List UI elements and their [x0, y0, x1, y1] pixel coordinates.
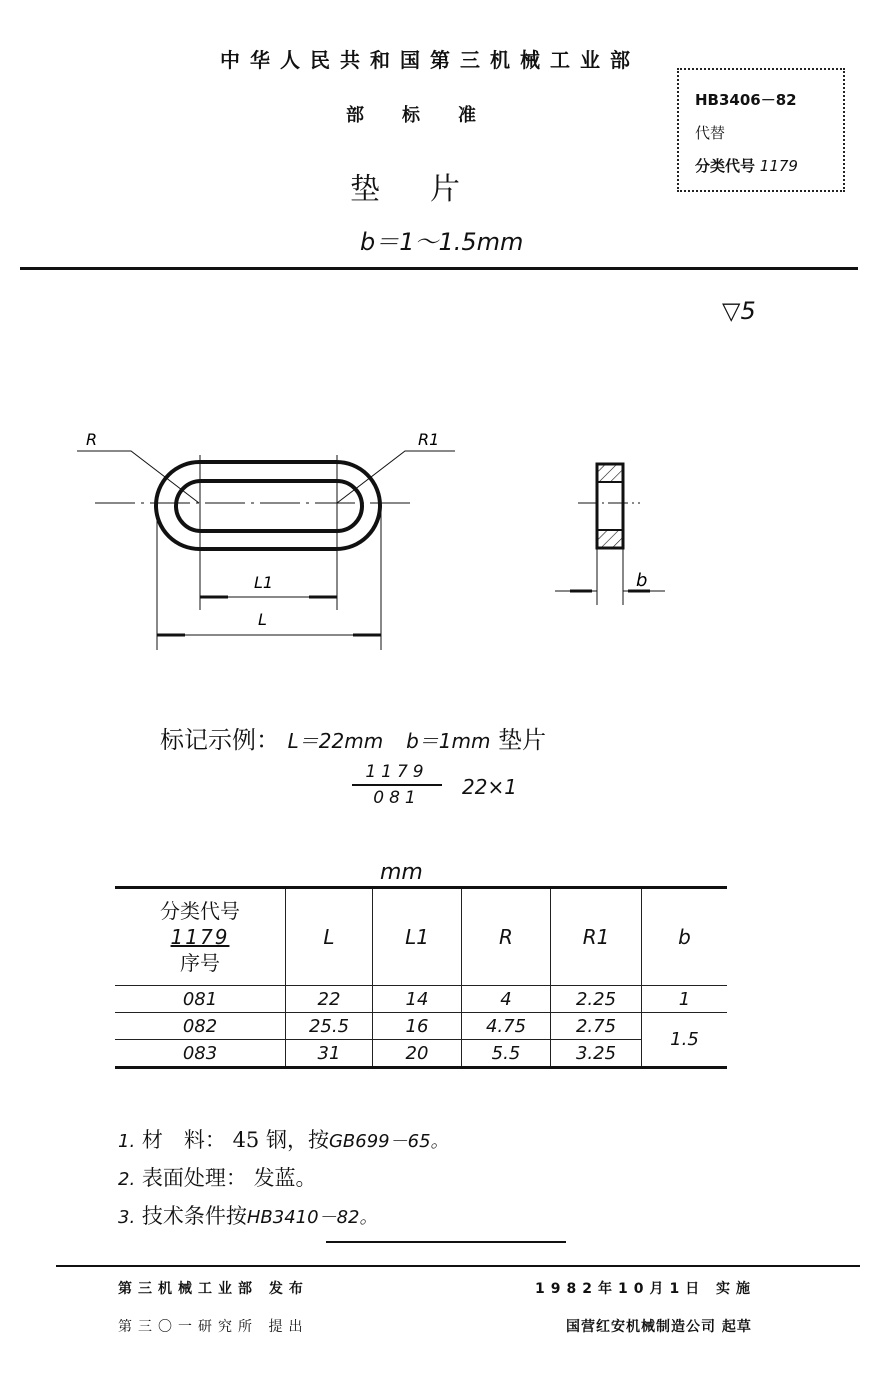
cell-L1: 20: [373, 1040, 462, 1068]
header-L1: L1: [373, 888, 462, 986]
note-text: 发蓝。: [253, 1166, 317, 1190]
note-label: 材 料：: [141, 1128, 226, 1152]
technical-notes: [118, 1122, 449, 1236]
marking-example-L: L＝22mm: [287, 729, 384, 753]
cell-R1: 3.25: [551, 1040, 642, 1068]
standard-type: 部标准: [346, 105, 514, 126]
classification-row: [695, 150, 843, 183]
header-b: b: [642, 888, 728, 986]
note-item: [118, 1160, 449, 1198]
cell-R1: 2.75: [551, 1013, 642, 1040]
standard-number: HB3406－82: [695, 91, 797, 109]
standard-code-box: [677, 68, 845, 192]
cell-seq: 081: [115, 986, 286, 1013]
header-line-classification: 分类代号: [160, 899, 240, 923]
table-header-row: [115, 888, 727, 986]
cell-b-merged: 1.5: [642, 1013, 728, 1068]
cell-R: 4.75: [462, 1013, 551, 1040]
note-number: 3.: [118, 1207, 136, 1228]
cell-L: 31: [286, 1040, 373, 1068]
cell-R: 4: [462, 986, 551, 1013]
document-subtitle: b＝1～1.5mm: [360, 228, 524, 256]
footer-divider: [56, 1265, 860, 1267]
surface-roughness: [722, 297, 756, 325]
footer-proposed-by: 第三〇一研究所 提出: [118, 1319, 309, 1335]
marking-fraction: [352, 762, 442, 808]
note-item: [118, 1198, 449, 1236]
replaces-label: 代替: [695, 124, 726, 142]
table-unit: mm: [380, 860, 423, 885]
dimension-table: [115, 886, 727, 1069]
table-row: [115, 986, 727, 1013]
label-b: b: [636, 570, 648, 591]
table-row: [115, 1040, 727, 1068]
label-L: L: [258, 610, 267, 629]
note-code: HB3410－82。: [246, 1207, 378, 1228]
classification-label: 分类代号: [695, 157, 756, 175]
footer-drafted-by: 国营红安机械制造公司 起草: [566, 1319, 752, 1335]
roughness-value: 5: [740, 297, 756, 325]
cell-R1: 2.25: [551, 986, 642, 1013]
footer-published-by: 第三机械工业部 发布: [118, 1281, 309, 1297]
fraction-bar: [352, 784, 442, 786]
washer-front-view-drawing: [60, 420, 460, 650]
cell-seq: 082: [115, 1013, 286, 1040]
cell-L: 22: [286, 986, 373, 1013]
header-L: L: [286, 888, 373, 986]
marking-example-b: b＝1mm: [406, 729, 491, 753]
header-line-seq: 序号: [180, 951, 220, 975]
cell-L: 25.5: [286, 1013, 373, 1040]
header-R1: R1: [551, 888, 642, 986]
fraction-denominator: 081: [373, 788, 421, 808]
washer-side-view-drawing: [540, 450, 680, 610]
fraction-numerator: 1179: [365, 762, 429, 782]
header-line-code: 1179: [170, 925, 230, 949]
cell-L1: 16: [373, 1013, 462, 1040]
note-label: 技术条件按: [141, 1204, 247, 1228]
footer-implementation-date: 1982年10月1日 实施: [535, 1281, 757, 1297]
label-R1: R1: [418, 430, 440, 449]
classification-code: 1179: [759, 157, 798, 175]
header-divider: [20, 267, 858, 270]
cell-R: 5.5: [462, 1040, 551, 1068]
notes-end-rule: [326, 1241, 566, 1243]
note-number: 1.: [118, 1131, 136, 1152]
document-title: 垫片: [350, 172, 510, 207]
marking-example-label: 标记示例：: [160, 726, 280, 754]
label-R: R: [86, 430, 98, 449]
cell-b: 1: [642, 986, 728, 1013]
table-row: [115, 1013, 727, 1040]
roughness-triangle-icon: ▽: [722, 297, 741, 325]
note-code: GB699－65。: [328, 1131, 449, 1152]
marking-size: 22×1: [462, 775, 517, 799]
marking-example-part: 垫片: [498, 726, 547, 754]
note-label: 表面处理：: [141, 1166, 247, 1190]
note-item: [118, 1122, 449, 1160]
note-number: 2.: [118, 1169, 136, 1190]
header-R: R: [462, 888, 551, 986]
ministry-heading: 中华人民共和国第三机械工业部: [220, 48, 640, 72]
label-L1: L1: [254, 573, 274, 592]
cell-L1: 14: [373, 986, 462, 1013]
marking-example: [160, 720, 546, 755]
note-text: 45 钢，按: [232, 1128, 329, 1152]
cell-seq: 083: [115, 1040, 286, 1068]
header-classification: [115, 888, 286, 986]
